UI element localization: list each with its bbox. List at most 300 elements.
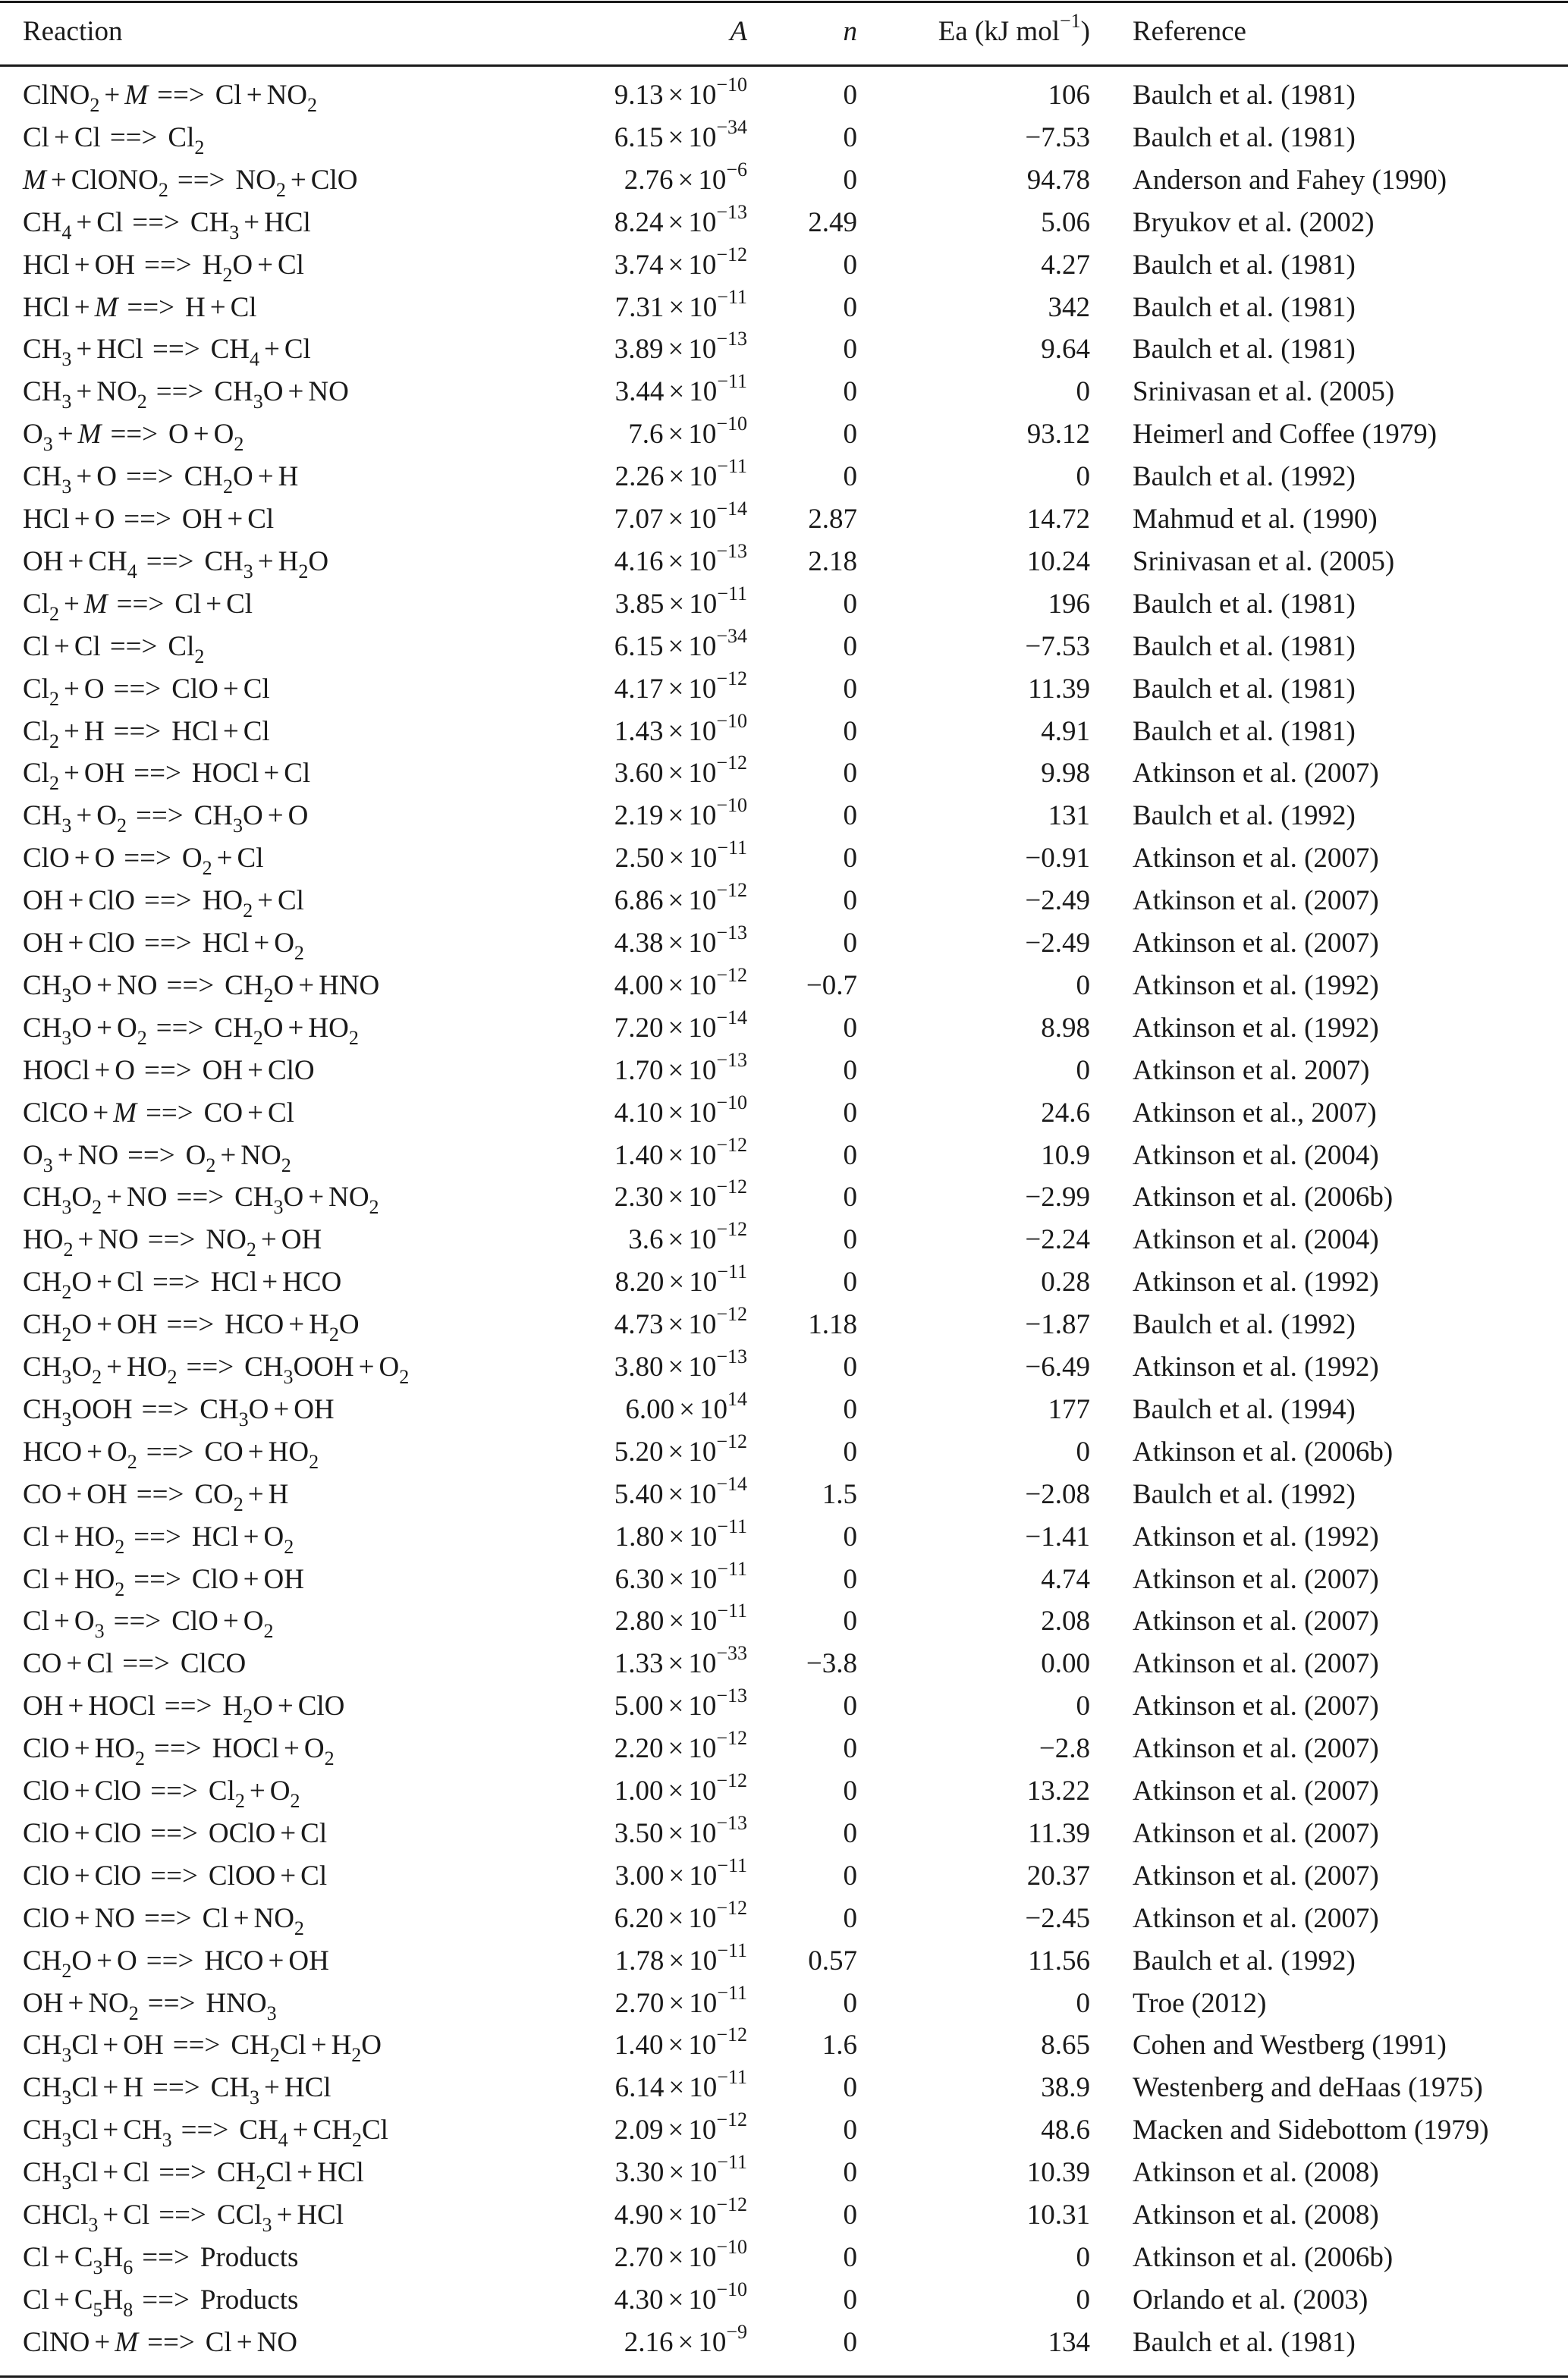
reaction-arrow: ==> — [116, 588, 165, 620]
a-mantissa: 4.38 — [614, 928, 664, 959]
species: Cl — [230, 291, 257, 323]
temperature-exponent-n: 0 — [843, 249, 857, 281]
table-row — [0, 837, 1568, 880]
a-mantissa: 9.13 — [614, 80, 664, 111]
plus-sign: + — [244, 206, 260, 238]
activation-energy: 342 — [1048, 291, 1090, 323]
reaction-cell — [23, 711, 270, 753]
activation-energy: 0 — [1076, 376, 1090, 408]
species: OH — [202, 1054, 244, 1086]
species: HCl — [284, 2072, 332, 2104]
times-sign: × — [668, 1478, 684, 1510]
a-exponent: −13 — [716, 1048, 747, 1071]
table-row — [0, 752, 1568, 795]
species: HCl — [23, 504, 70, 535]
plus-sign: + — [260, 1224, 277, 1256]
reaction-arrow: ==> — [144, 928, 192, 959]
a-exponent: −13 — [716, 1345, 747, 1367]
reference: Macken and Sidebottom (1979) — [1133, 2115, 1489, 2146]
a-exponent: −11 — [717, 582, 747, 604]
species: $O_3$ — [74, 1606, 105, 1643]
temperature-exponent-n: 0 — [843, 461, 857, 493]
a-exponent: −12 — [716, 1896, 747, 1919]
table-row — [0, 159, 1568, 202]
plus-sign: + — [74, 1817, 90, 1849]
rate-coefficient-a — [615, 2067, 747, 2109]
species: $CH_2O$ — [184, 461, 253, 498]
species: HCl — [96, 334, 143, 366]
temperature-exponent-n: 0 — [843, 885, 857, 917]
reaction-arrow: ==> — [186, 1352, 234, 1383]
a-mantissa: 1.43 — [614, 715, 664, 747]
temperature-exponent-n: 0 — [843, 1267, 857, 1298]
a-mantissa: 2.26 — [614, 461, 665, 493]
table-row — [0, 1855, 1568, 1898]
species: ClO — [267, 1054, 315, 1086]
activation-energy: −0.91 — [1025, 843, 1090, 874]
table-row — [0, 2322, 1568, 2364]
species: $H_2O$ — [309, 1309, 360, 1346]
table-row — [0, 1685, 1568, 1728]
reaction-arrow: ==> — [134, 758, 181, 790]
reference: Baulch et al. (1981) — [1133, 2326, 1356, 2358]
species: $HO_2$ — [268, 1436, 319, 1473]
plus-sign: + — [236, 2326, 253, 2358]
times-sign: × — [668, 843, 685, 874]
reference: Atkinson et al. (1992) — [1133, 1267, 1379, 1298]
a-base: 10 — [688, 2241, 717, 2273]
a-base: 10 — [688, 504, 717, 535]
a-exponent: −14 — [716, 498, 747, 520]
plus-sign: + — [94, 2326, 111, 2358]
reaction-cell — [23, 2152, 364, 2194]
times-sign: × — [679, 1393, 695, 1425]
reaction-cell — [23, 583, 253, 626]
a-mantissa: 3.44 — [614, 376, 665, 408]
reaction-arrow: ==> — [147, 2326, 195, 2358]
species: $O_3$ — [23, 1139, 53, 1176]
a-exponent: −12 — [716, 1176, 747, 1198]
reaction-cell — [23, 2067, 332, 2109]
plus-sign: + — [74, 1776, 90, 1807]
table-row — [0, 880, 1568, 922]
times-sign: × — [668, 928, 684, 959]
species: O — [115, 1054, 136, 1086]
reaction-cell — [23, 371, 349, 413]
species: Cl — [300, 1860, 328, 1892]
a-mantissa: 2.09 — [614, 2115, 664, 2146]
a-base: 10 — [688, 121, 717, 153]
times-sign: × — [668, 1139, 684, 1171]
rate-coefficient-a — [615, 371, 747, 413]
reaction-cell — [23, 2024, 382, 2067]
species: $NO_2$ — [88, 1987, 139, 2024]
a-exponent: −12 — [716, 2193, 747, 2215]
a-exponent: −11 — [717, 2151, 747, 2174]
species: Cl — [215, 80, 242, 111]
species: O — [168, 419, 189, 451]
reaction-arrow: ==> — [136, 800, 184, 832]
table-row — [0, 711, 1568, 753]
species: $CH_3Cl$ — [23, 2030, 99, 2067]
rate-coefficient-a — [615, 1600, 747, 1643]
reaction-cell — [23, 117, 204, 159]
rate-coefficient-a — [614, 922, 747, 965]
species: ClNO$_2$ — [23, 80, 100, 116]
times-sign: × — [668, 1352, 684, 1383]
activation-energy: 11.39 — [1028, 673, 1090, 705]
a-base: 10 — [698, 164, 727, 196]
reference: Atkinson et al. (2006b) — [1133, 2241, 1394, 2273]
reaction-arrow: ==> — [144, 1902, 192, 1934]
table-row — [0, 413, 1568, 456]
plus-sign: + — [257, 545, 274, 577]
rate-coefficient-a — [614, 1643, 747, 1685]
plus-sign: + — [74, 504, 90, 535]
activation-energy: 134 — [1048, 2326, 1090, 2358]
rate-coefficient-a — [614, 1346, 747, 1389]
species: Cl — [23, 1563, 49, 1595]
a-exponent: −11 — [717, 837, 747, 859]
reference: Cohen and Westberg (1991) — [1133, 2030, 1447, 2061]
reaction-cell — [23, 626, 204, 668]
third-body-species: M — [83, 588, 108, 620]
a-exponent: −12 — [716, 1769, 747, 1791]
rate-coefficient-a — [614, 1728, 747, 1770]
species: $NO_2$ — [266, 80, 318, 116]
reaction-cell — [23, 1050, 315, 1092]
species: H — [123, 2072, 143, 2104]
reaction-arrow: ==> — [127, 291, 174, 323]
reference: Westenberg and deHaas (1975) — [1133, 2072, 1483, 2104]
species: HCl — [202, 928, 250, 959]
times-sign: × — [668, 588, 685, 620]
temperature-exponent-n: 0 — [843, 1139, 857, 1171]
a-mantissa: 4.10 — [614, 1097, 664, 1129]
reference: Baulch et al. (1981) — [1133, 121, 1356, 153]
a-exponent: −14 — [716, 1472, 747, 1495]
activation-energy: 0 — [1076, 969, 1090, 1001]
species: Cl — [243, 673, 270, 705]
reaction-cell — [23, 668, 270, 711]
activation-energy: 20.37 — [1026, 1860, 1090, 1892]
a-base: 10 — [688, 673, 717, 705]
rate-coefficient-a — [624, 159, 747, 202]
reaction-cell — [23, 1261, 341, 1304]
times-sign: × — [668, 206, 684, 238]
species: $Cl_2$ — [168, 121, 205, 159]
reaction-cell — [23, 456, 298, 498]
reaction-arrow: ==> — [113, 715, 162, 747]
rate-coefficient-a — [614, 880, 747, 922]
species: OH — [23, 1987, 64, 2019]
plus-sign: + — [53, 2284, 70, 2316]
activation-energy: −2.08 — [1025, 1478, 1090, 1510]
plus-sign: + — [102, 2115, 119, 2146]
species: ClO — [23, 1733, 70, 1765]
times-sign: × — [668, 419, 684, 451]
plus-sign: + — [262, 1267, 278, 1298]
species: $NO_2$ — [235, 164, 286, 201]
reaction-arrow: ==> — [146, 545, 194, 577]
reaction-cell — [23, 1813, 327, 1855]
species: ClO — [23, 843, 70, 874]
reference: Atkinson et al. (2007) — [1133, 1648, 1379, 1680]
plus-sign: + — [227, 504, 244, 535]
reaction-arrow: ==> — [150, 1776, 198, 1807]
species: Cl — [23, 2241, 49, 2273]
species: NO — [98, 1224, 139, 1256]
species: $O_2$ — [303, 1733, 335, 1770]
times-sign: × — [668, 1054, 684, 1086]
rate-coefficient-a — [615, 1855, 747, 1898]
a-exponent: −11 — [717, 1515, 747, 1537]
plus-sign: + — [247, 1478, 264, 1510]
activation-energy: 2.08 — [1041, 1606, 1090, 1637]
a-mantissa: 3.00 — [614, 1860, 665, 1892]
a-base: 10 — [688, 2115, 717, 2146]
a-base: 10 — [688, 334, 717, 366]
temperature-exponent-n: 0 — [843, 758, 857, 790]
a-base: 10 — [688, 969, 717, 1001]
reference: Baulch et al. (1981) — [1133, 588, 1356, 620]
species: OH — [23, 1691, 64, 1722]
temperature-exponent-n: 0 — [843, 1733, 857, 1765]
plus-sign: + — [277, 1691, 294, 1722]
activation-energy: 38.9 — [1041, 2072, 1090, 2104]
plus-sign: + — [247, 1054, 263, 1086]
plus-sign: + — [106, 1352, 123, 1383]
plus-sign: + — [96, 969, 113, 1001]
rate-coefficient-a — [614, 1898, 747, 1940]
rate-coefficient-a — [615, 1516, 747, 1559]
species: Cl — [96, 206, 124, 238]
activation-energy: 0 — [1076, 1436, 1090, 1468]
reaction-arrow: ==> — [154, 1733, 202, 1765]
a-mantissa: 1.40 — [614, 1139, 664, 1171]
a-base: 10 — [688, 1182, 717, 1214]
activation-energy: 4.91 — [1041, 715, 1090, 747]
species: ClO — [94, 1776, 142, 1807]
a-base: 10 — [688, 1309, 717, 1341]
species: $CH_3OOH$ — [23, 1393, 133, 1430]
a-base: 10 — [688, 1648, 717, 1680]
rate-coefficient-a — [614, 965, 747, 1007]
species: Cl — [277, 249, 304, 281]
a-base: 10 — [688, 1817, 717, 1849]
temperature-exponent-n: 0 — [843, 1987, 857, 2019]
rate-coefficient-a — [615, 287, 747, 329]
table-row — [0, 1643, 1568, 1685]
temperature-exponent-n: 0 — [843, 2241, 857, 2273]
times-sign: × — [668, 461, 685, 493]
activation-energy: −7.53 — [1025, 630, 1090, 662]
reference: Baulch et al. (1992) — [1133, 1309, 1356, 1341]
species: $CH_3$ — [190, 206, 240, 243]
table-row — [0, 1219, 1568, 1261]
table-top-rule — [0, 1, 1568, 3]
reaction-cell — [23, 2237, 298, 2279]
plus-sign: + — [209, 291, 226, 323]
reference: Atkinson et al. (2007) — [1133, 843, 1379, 874]
reference: Atkinson et al. (2007) — [1133, 1776, 1379, 1807]
reference: Baulch et al. (1992) — [1133, 1478, 1356, 1510]
rate-coefficient-a — [615, 1983, 747, 2025]
plus-sign: + — [268, 1945, 284, 1977]
a-mantissa: 1.00 — [614, 1776, 664, 1807]
species: Cl — [23, 1521, 49, 1553]
species: ClO — [88, 928, 136, 959]
table-header-rule — [0, 64, 1568, 67]
plus-sign: + — [280, 1860, 297, 1892]
activation-energy: 4.74 — [1041, 1563, 1090, 1595]
species: $Cl_2$ — [23, 588, 59, 625]
table-row — [0, 498, 1568, 541]
species: CO — [204, 1436, 244, 1468]
a-base: 10 — [688, 2030, 717, 2061]
a-exponent: −13 — [716, 922, 747, 944]
a-exponent: −11 — [717, 1854, 747, 1876]
reaction-arrow: ==> — [176, 1182, 225, 1214]
a-mantissa: 2.19 — [614, 800, 664, 832]
times-sign: × — [668, 758, 684, 790]
species: $H_2O$ — [222, 1691, 273, 1728]
plus-sign: + — [63, 715, 80, 747]
a-base: 10 — [688, 1097, 717, 1129]
reference: Atkinson et al. (2007) — [1133, 1817, 1379, 1849]
reference: Atkinson et al. 2007) — [1133, 1054, 1370, 1086]
a-mantissa: 8.20 — [614, 1267, 665, 1298]
a-exponent: −12 — [716, 2024, 747, 2046]
plus-sign: + — [257, 885, 273, 917]
plus-sign: + — [74, 843, 90, 874]
activation-energy: −2.24 — [1025, 1224, 1090, 1256]
activation-energy: 10.9 — [1041, 1139, 1090, 1171]
temperature-exponent-n: 0 — [843, 1012, 857, 1044]
species: OH — [294, 1393, 335, 1425]
species: Cl — [277, 885, 304, 917]
a-mantissa: 1.78 — [614, 1945, 665, 1977]
table-row — [0, 626, 1568, 668]
table-row — [0, 202, 1568, 244]
reaction-cell — [23, 413, 244, 456]
temperature-exponent-n: 0 — [843, 1436, 857, 1468]
times-sign: × — [668, 1309, 684, 1341]
reaction-arrow: ==> — [110, 419, 159, 451]
table-row — [0, 1728, 1568, 1770]
species: Cl — [267, 1097, 294, 1129]
temperature-exponent-n: 0 — [843, 588, 857, 620]
plus-sign: + — [94, 1054, 111, 1086]
species: $CH_2O$ — [225, 969, 294, 1006]
temperature-exponent-n: 2.18 — [808, 545, 857, 577]
table-row — [0, 244, 1568, 287]
reaction-cell — [23, 1176, 379, 1219]
reaction-arrow: ==> — [159, 2157, 206, 2189]
times-sign: × — [668, 969, 684, 1001]
a-mantissa: 6.30 — [614, 1563, 665, 1595]
species: $HO_2$ — [202, 885, 253, 922]
plus-sign: + — [102, 2072, 119, 2104]
table-header-row — [0, 11, 1568, 53]
species: HCl — [23, 291, 70, 323]
temperature-exponent-n: 0 — [843, 630, 857, 662]
species: Cl — [284, 758, 311, 790]
plus-sign: + — [104, 80, 121, 111]
reaction-cell — [23, 244, 304, 287]
plus-sign: + — [106, 1182, 123, 1214]
reaction-arrow: ==> — [152, 2072, 200, 2104]
rate-coefficient-a — [615, 583, 747, 626]
reaction-arrow: ==> — [146, 1945, 194, 1977]
a-exponent: −9 — [726, 2320, 747, 2343]
a-exponent: −11 — [717, 1557, 747, 1580]
a-base: 10 — [688, 1139, 717, 1171]
times-sign: × — [668, 1733, 684, 1765]
species: $HO_2$ — [127, 1352, 178, 1388]
reaction-arrow: ==> — [109, 630, 158, 662]
table-row — [0, 371, 1568, 413]
table-row — [0, 1389, 1568, 1431]
activation-energy: 11.56 — [1028, 1945, 1090, 1977]
a-mantissa: 5.00 — [614, 1691, 664, 1722]
plus-sign: + — [216, 843, 233, 874]
a-mantissa: 4.16 — [614, 545, 664, 577]
table-row — [0, 2194, 1568, 2237]
reference: Bryukov et al. (2002) — [1133, 206, 1375, 238]
a-mantissa: 6.15 — [614, 121, 664, 153]
rate-coefficient-a — [614, 1474, 747, 1516]
a-exponent: −6 — [726, 158, 747, 181]
reaction-arrow: ==> — [181, 2115, 229, 2146]
table-row — [0, 1813, 1568, 1855]
a-exponent: −12 — [716, 963, 747, 986]
reference: Baulch et al. (1994) — [1133, 1393, 1356, 1425]
species: $O_2$ — [117, 1012, 147, 1049]
a-mantissa: 3.74 — [614, 249, 664, 281]
plus-sign: + — [76, 461, 93, 493]
header-reaction: Reaction — [23, 16, 123, 47]
temperature-exponent-n: 0 — [843, 1521, 857, 1553]
times-sign: × — [668, 673, 684, 705]
times-sign: × — [668, 1606, 685, 1637]
times-sign: × — [668, 376, 685, 408]
times-sign: × — [677, 164, 694, 196]
plus-sign: + — [284, 1733, 300, 1765]
reaction-cell — [23, 1346, 409, 1389]
plus-sign: + — [76, 206, 93, 238]
reference: Atkinson et al. (1992) — [1133, 1012, 1379, 1044]
activation-energy: −2.49 — [1025, 928, 1090, 959]
a-base: 10 — [689, 1945, 718, 1977]
temperature-exponent-n: 0 — [843, 376, 857, 408]
header-n: n — [843, 16, 857, 47]
a-base: 10 — [689, 1563, 718, 1595]
activation-energy: 131 — [1048, 800, 1090, 832]
reaction-cell — [23, 1898, 304, 1940]
reaction-arrow: ==> — [156, 1012, 204, 1044]
plus-sign: + — [74, 1902, 90, 1934]
a-exponent: 14 — [727, 1387, 747, 1410]
a-exponent: −12 — [716, 752, 747, 774]
species: O — [94, 504, 115, 535]
a-mantissa: 2.70 — [614, 2241, 664, 2273]
a-mantissa: 7.07 — [614, 504, 664, 535]
species: HOCl — [191, 758, 259, 790]
temperature-exponent-n: 0 — [843, 1393, 857, 1425]
activation-energy: 10.31 — [1026, 2199, 1090, 2231]
reaction-arrow: ==> — [164, 1691, 212, 1722]
